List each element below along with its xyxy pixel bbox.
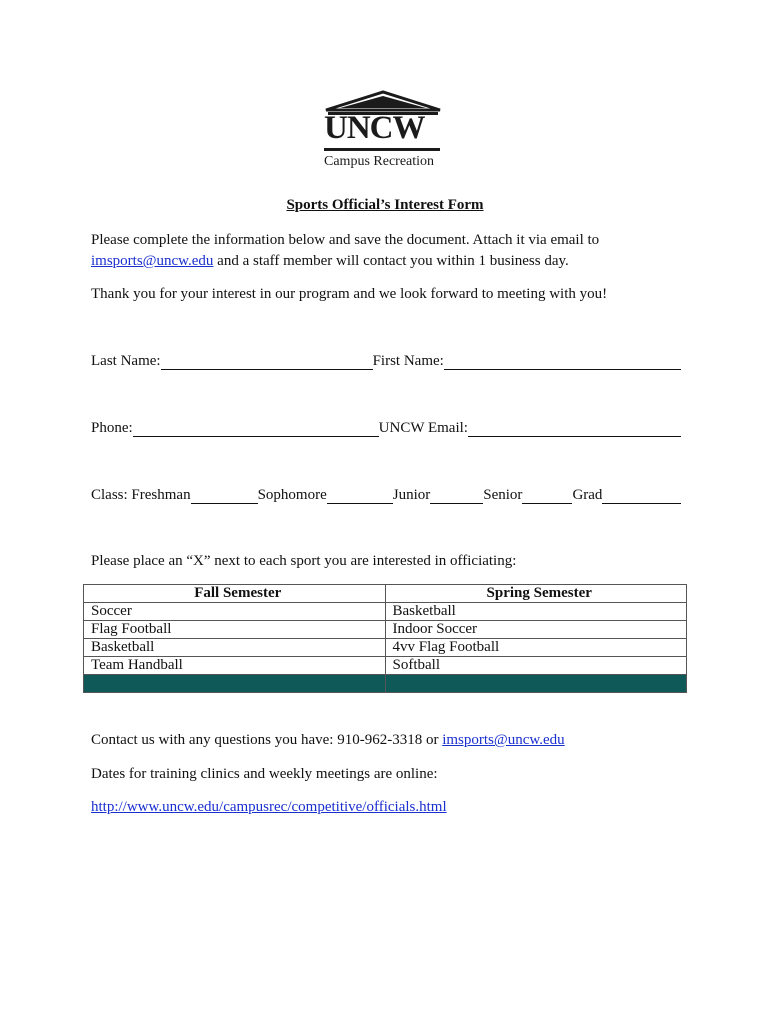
first-name-field[interactable]	[444, 355, 681, 370]
logo-underline-icon	[318, 146, 448, 154]
last-name-label: Last Name:	[91, 353, 161, 369]
fall-semester-header: Fall Semester	[84, 585, 386, 603]
intro-paragraph	[91, 230, 691, 272]
dates-text: Dates for training clinics and weekly meetings are online:	[91, 766, 438, 782]
phone-field[interactable]	[133, 422, 379, 437]
table-row	[84, 657, 687, 675]
intro-email-link[interactable]: imsports@uncw.edu	[91, 253, 214, 269]
sophomore-field[interactable]	[327, 489, 393, 504]
contact-line	[91, 730, 691, 751]
fall-sport-cell[interactable]: Basketball	[84, 639, 386, 657]
table-row	[84, 621, 687, 639]
uncw-logo	[318, 90, 448, 176]
class-freshman-label: Class: Freshman	[91, 487, 191, 503]
fall-sport-cell[interactable]: Soccer	[84, 603, 386, 621]
intro-line-2-rest: and a staff member will contact you within 1 business day.	[213, 253, 569, 269]
first-name-label: First Name:	[372, 353, 444, 369]
freshman-field[interactable]	[191, 489, 258, 504]
phone-label: Phone:	[91, 420, 133, 436]
class-senior-label: Senior	[483, 487, 523, 503]
name-row	[91, 350, 681, 370]
logo-subtitle: Campus Recreation	[324, 154, 435, 169]
contact-email-link[interactable]: imsports@uncw.edu	[442, 732, 565, 748]
fall-sport-cell[interactable]: Flag Football	[84, 621, 386, 639]
footer-bar-cell	[385, 675, 687, 693]
thanks-text: Thank you for your interest in our program and we look forward to meeting with you!	[91, 286, 608, 302]
class-sophomore-label: Sophomore	[257, 487, 327, 503]
senior-field[interactable]	[522, 489, 572, 504]
junior-field[interactable]	[430, 489, 483, 504]
uncw-email-label: UNCW Email:	[378, 420, 468, 436]
logo-wordmark: UNCW	[324, 110, 425, 146]
spring-sport-cell[interactable]: Basketball	[385, 603, 687, 621]
uncw-email-field[interactable]	[468, 422, 681, 437]
contact-text: Contact us with any questions you have: 910-962-3318 or	[91, 732, 443, 748]
grad-field[interactable]	[602, 489, 681, 504]
fall-sport-cell[interactable]: Team Handball	[84, 657, 386, 675]
spring-sport-cell[interactable]: Softball	[385, 657, 687, 675]
phone-row	[91, 417, 681, 437]
intro-line-2	[91, 251, 691, 272]
officials-url-line	[91, 797, 691, 818]
spring-semester-header: Spring Semester	[385, 585, 687, 603]
table-header-row	[84, 585, 687, 603]
class-row	[91, 484, 681, 504]
table-row	[84, 639, 687, 657]
intro-line-1: Please complete the information below and save the document. Attach it via email to	[91, 232, 600, 248]
form-title: Sports Official’s Interest Form	[286, 197, 484, 213]
class-grad-label: Grad	[572, 487, 603, 503]
sports-table	[83, 584, 687, 693]
spring-sport-cell[interactable]: 4vv Flag Football	[385, 639, 687, 657]
sports-prompt: Please place an “X” next to each sport you are interested in officiating:	[91, 553, 517, 569]
class-junior-label: Junior	[392, 487, 431, 503]
table-row	[84, 603, 687, 621]
officials-url-link[interactable]: http://www.uncw.edu/campusrec/competitive/officials.html	[91, 799, 447, 815]
footer-bar-cell	[84, 675, 386, 693]
table-footer-bar	[84, 675, 687, 693]
last-name-field[interactable]	[161, 355, 373, 370]
spring-sport-cell[interactable]: Indoor Soccer	[385, 621, 687, 639]
